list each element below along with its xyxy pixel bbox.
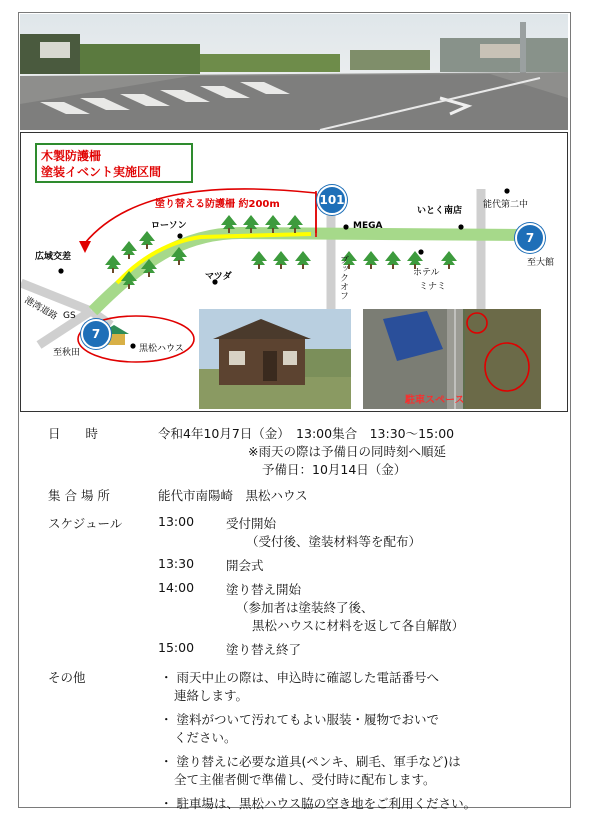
schedule-note: 黒松ハウスに材料を返して各自解散） [252,618,465,633]
label-kuromatsu: 黒松ハウス [139,344,184,354]
label-akita: 至秋田 [53,348,81,358]
other-item: ・ 塗り替えに必要な道具(ペンキ、刷毛、軍手など)は [160,754,461,769]
schedule-label: 塗り替え開始 [226,582,302,597]
label-mazda: マツダ [205,272,232,282]
place-value: 能代市南陽崎 黒松ハウス [158,488,308,503]
other-item-cont: 連絡します。 [174,688,249,703]
label-oodate: 至大館 [527,258,555,268]
schedule-time: 15:00 [158,640,195,655]
schedule-note: （受付後、塗装材料等を配布） [246,534,422,549]
label-kowan: 港湾道路 [22,295,59,323]
other-item: ・ 駐車場は、黒松ハウス脇の空き地をご利用ください。 [160,796,477,811]
kuromatsu-house-photo [199,309,351,409]
event-map [20,132,568,412]
schedule-label: 塗り替え終了 [226,642,302,657]
label-noshiro2: 能代第二中 [483,200,529,210]
route-101-sign: 101 [317,185,347,215]
other-item: ・ 塗料がついて汚れてもよい服装・履物でおいで [160,712,439,727]
schedule-label: 受付開始 [226,516,277,531]
date-key: 日 時 [48,426,99,441]
route-7-sign-west: 7 [81,319,111,349]
label-gs: GS [63,311,76,321]
schedule-note: （参加者は塗装終了後、 [236,600,374,615]
date-note-rain: ※雨天の際は予備日の同時刻へ順延 [248,444,446,459]
label-kouiki: 広域交差 [35,252,72,262]
schedule-time: 13:00 [158,514,195,529]
schedule-label: 開会式 [226,558,264,573]
date-main: 令和4年10月7日（金） 13:00集合 13:30～15:00 [158,426,455,441]
label-bookoff: ブックオフ [338,255,348,300]
label-itoku: いとく南店 [417,206,463,216]
place-key: 集 合 場 所 [48,488,110,503]
schedule-time: 14:00 [158,580,195,595]
label-lawson: ローソン [151,221,187,231]
map-title [35,143,193,183]
other-item: ・ 雨天中止の際は、申込時に確認した電話番号へ [160,670,439,685]
other-key: その他 [48,670,86,685]
map-title-line1: 木製防護柵 [41,149,102,163]
label-mega: MEGA [353,221,383,231]
schedule-key: スケジュール [48,516,123,531]
fence-section-label: 塗り替える防護柵 約200m [155,199,280,210]
road-photo [20,14,568,130]
date-note-reserve: 予備日：10月14日（金） [262,462,407,477]
route-7-sign-east: 7 [515,223,545,253]
other-item-cont: ください。 [174,730,237,745]
label-hotel-2: ミナミ [419,282,447,292]
parking-label: 駐車スペース [405,395,465,406]
other-item-cont: 全て主催者側で準備し、受付時に配布します。 [174,772,436,787]
map-title-line2: 塗装イベント実施区間 [41,165,162,179]
schedule-time: 13:30 [158,556,195,571]
parking-aerial-photo [363,309,541,409]
label-hotel-1: ホテル [413,268,440,278]
